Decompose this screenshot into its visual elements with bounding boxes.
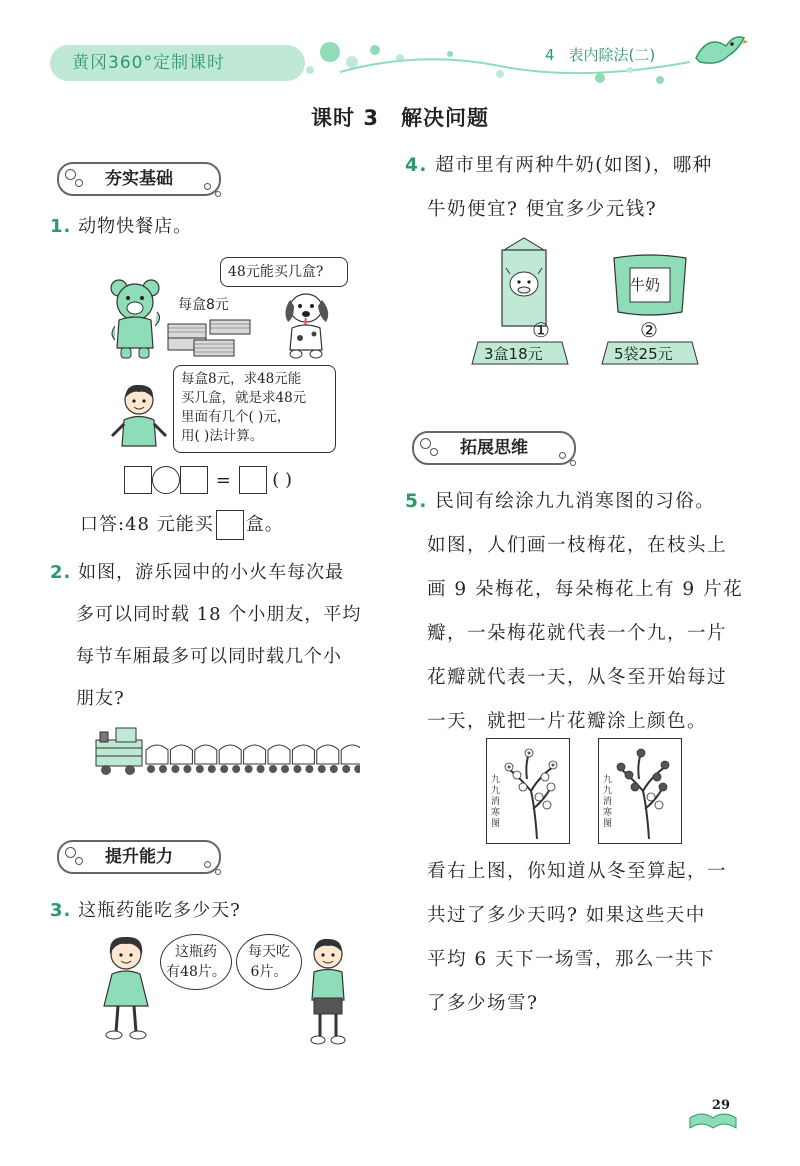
- answer-box[interactable]: [239, 466, 267, 494]
- q5-line-4: 瓣，一朵梅花就代表一个九，一片: [427, 623, 728, 644]
- q5-line-2: 如图，人们画一枝梅花，在枝头上: [427, 535, 728, 556]
- book-icon: [688, 1108, 738, 1130]
- q5-question: [427, 850, 757, 1026]
- item1-price: 3盒18元: [484, 345, 543, 363]
- q1-equation: [124, 466, 292, 494]
- q5-line-1: 民间有绘涂九九消寒图的习俗。: [435, 491, 716, 512]
- section-improve: [57, 840, 221, 874]
- item2-price: 5袋25元: [614, 345, 673, 363]
- section-extend-label: 拓展思维: [460, 438, 528, 458]
- brand-banner: 黄冈360°定制课时: [50, 45, 305, 81]
- lesson-label: 课时 3: [311, 106, 379, 130]
- train-carriage: [292, 745, 314, 773]
- q2-line-1: 如图，游乐园中的小火车每次最: [78, 562, 345, 583]
- section-basic-label: 夯实基础: [105, 169, 173, 189]
- q2-number: 2.: [50, 562, 72, 583]
- boy2-bubble-line-2: 6片。: [250, 964, 288, 980]
- q3-number: 3.: [50, 900, 72, 921]
- q1-answer-pre: 口答:48 元能买: [80, 514, 214, 535]
- q5-after-line-4: 了多少场雪?: [427, 993, 539, 1014]
- train-carriage: [317, 745, 339, 773]
- girl-illustration: [96, 932, 158, 1042]
- answer-box[interactable]: [124, 466, 152, 494]
- section-basic: [57, 162, 221, 196]
- boy-bubble-line-4: 用( )法计算。: [181, 428, 264, 444]
- lesson-name: 解决问题: [400, 106, 489, 130]
- plum-card-2: [598, 738, 682, 844]
- operator-circle[interactable]: [152, 466, 180, 494]
- boy2-bubble-line-1: 每天吃: [248, 944, 290, 960]
- train-carriage: [341, 745, 360, 773]
- answer-box[interactable]: [180, 466, 208, 494]
- q5-after-line-1: 看右上图，你知道从冬至算起，一: [427, 861, 728, 882]
- card-caption-2: 九九消寒图: [603, 775, 613, 829]
- girl-bubble-line-2: 有48片。: [166, 964, 226, 980]
- lesson-title: [0, 102, 800, 132]
- train-carriage: [219, 745, 241, 773]
- q5-stem: [405, 480, 755, 744]
- dog-illustration: [278, 288, 336, 360]
- dog-speech-bubble: 48元能买几盒?: [220, 257, 348, 287]
- chapter-title: 表内除法(二): [568, 46, 656, 64]
- train-carriage: [268, 745, 290, 773]
- q4-line-2: 牛奶便宜? 便宜多少元钱?: [427, 199, 658, 220]
- q5-line-3: 画 9 朵梅花，每朵梅花上有 9 片花: [427, 579, 744, 600]
- q5-after-line-3: 平均 6 天下一场雪，那么一共下: [427, 949, 716, 970]
- boy-illustration: [110, 380, 168, 456]
- boy-speech-bubble: [173, 365, 336, 453]
- item2-number: ②: [640, 318, 658, 342]
- q4-number: 4.: [405, 155, 428, 176]
- q1-stem: [50, 206, 192, 248]
- train-carriage: [170, 745, 192, 773]
- train-carriage: [244, 745, 266, 773]
- q1-answer: [80, 504, 284, 546]
- item1-number: ①: [532, 318, 550, 342]
- boy2-illustration: [302, 934, 354, 1046]
- bear-illustration: [105, 278, 165, 360]
- section-improve-label: 提升能力: [105, 847, 173, 867]
- q3-stem: [50, 890, 241, 932]
- page-number: 29: [711, 1098, 730, 1113]
- girl-bubble-line-1: 这瓶药: [175, 944, 217, 960]
- section-extend: [412, 431, 576, 465]
- girl-speech-bubble: [160, 934, 232, 990]
- milk-bag-label: 牛奶: [630, 276, 661, 294]
- q5-number: 5.: [405, 491, 428, 512]
- q1-text: 动物快餐店。: [78, 216, 193, 237]
- food-boxes: [166, 316, 256, 360]
- q2-line-3: 每节车厢最多可以同时载几个小: [76, 646, 342, 667]
- q5-line-5: 花瓣就代表一天，从冬至开始每过: [427, 667, 728, 688]
- q2-line-4: 朋友?: [76, 688, 125, 709]
- chapter-heading: [545, 44, 655, 65]
- train-carriage: [195, 745, 217, 773]
- boy-bubble-line-1: 每盒8元，求48元能: [181, 371, 302, 387]
- q4-line-1: 超市里有两种牛奶(如图)，哪种: [435, 155, 713, 176]
- boy-bubble-line-2: 买几盒，就是求48元: [181, 390, 307, 406]
- chapter-number: 4: [545, 46, 555, 64]
- train-carriage: [146, 745, 168, 773]
- train-illustration: [92, 724, 360, 776]
- bird-icon: [688, 28, 748, 78]
- boy2-speech-bubble: [236, 934, 302, 990]
- q1-number: 1.: [50, 216, 72, 237]
- q3-text: 这瓶药能吃多少天?: [78, 900, 241, 921]
- card-caption-1: 九九消寒图: [491, 775, 501, 829]
- q4-stem: [405, 144, 755, 232]
- q1-answer-post: 盒。: [245, 514, 284, 535]
- unit-blank[interactable]: ( ): [272, 469, 293, 491]
- boy-bubble-line-3: 里面有几个( )元，: [181, 409, 291, 425]
- q5-after-line-2: 共过了多少天吗? 如果这些天中: [427, 905, 706, 926]
- plum-card-1: [486, 738, 570, 844]
- q2-stem: [50, 552, 390, 720]
- equals-sign: =: [215, 469, 231, 491]
- q5-line-6: 一天，就把一片花瓣涂上颜色。: [427, 711, 708, 732]
- answer-box[interactable]: [216, 510, 244, 540]
- price-per-box: 每盒8元: [178, 297, 229, 313]
- milk-carton-illustration: [494, 236, 554, 328]
- q2-line-2: 多可以同时载 18 个小朋友，平均: [76, 604, 362, 625]
